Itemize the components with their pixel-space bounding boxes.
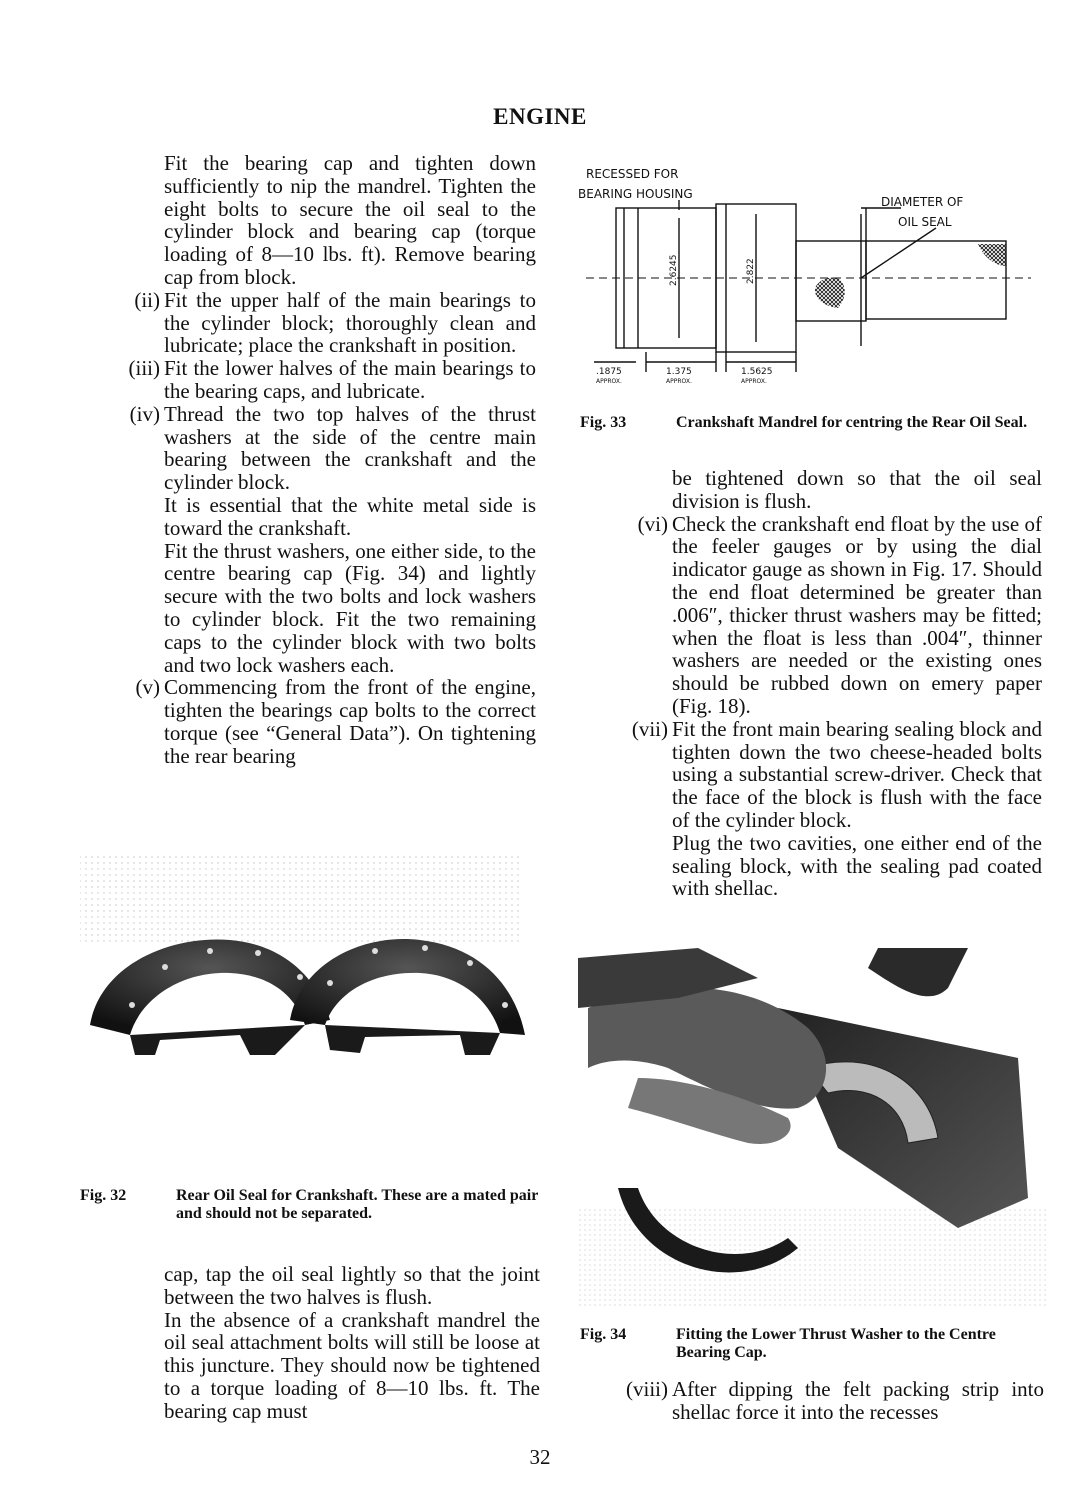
- page-heading: ENGINE: [493, 104, 587, 129]
- length-a-note: APPROX.: [596, 378, 622, 385]
- step-viii: [612, 1378, 1044, 1424]
- fig34-photo: [578, 948, 1048, 1308]
- left-column-continuation: [112, 1263, 540, 1423]
- thrust-washer-fitting-image: [578, 948, 1048, 1308]
- crankshaft-mandrel-drawing: [576, 166, 1046, 386]
- step-number: (ii): [134, 287, 160, 312]
- continuation-paragraph: be tightened down so that the oil seal division is flush.: [672, 466, 1042, 513]
- step-text: After dipping the felt packing strip into shellac force it into the recesses: [672, 1377, 1044, 1424]
- left-column-text: [112, 152, 536, 768]
- step-text: Check the crankshaft end float by the use of the feeler gauges or by using the dial indicator gauge as shown in Fig. 17. Should the end float determined be greater than .006″, thicker thrust washers may be fitted; when the float is less than .004″, thinner washers are needed or the existing ones should be rubbed down on emery paper (Fig. 18).: [672, 511, 1042, 718]
- dimension-a: 2.6245: [669, 254, 679, 286]
- label-diameter-line1: DIAMETER OF: [881, 195, 964, 209]
- oil-seal-halves-image: [60, 855, 540, 1165]
- step-text: Fit the front main bearing sealing block and tighten down the two cheese-headed bolts using a substantial screw-driver. Check that the face of the block is flush with the face of the cylinder block.: [672, 716, 1042, 832]
- fig32-caption: [80, 1187, 544, 1223]
- step-vii: [612, 718, 1042, 900]
- intro-paragraph: Fit the bearing cap and tighten down sufficiently to nip the mandrel. Tighten the eight bolts to secure the oil seal to the cylinder block and bearing cap (torque loading of 8—10 lbs. ft). Remove bearing cap from block.: [164, 151, 536, 289]
- step-v: [112, 676, 536, 767]
- page-number: 32: [529, 1445, 551, 1469]
- figure-label: Fig. 34: [580, 1326, 627, 1343]
- step-text: Fit the thrust washers, one either side, to the centre bearing cap (Fig. 34) and lightly secure with the two bolts and lock washers to cylinder block. Fit the two remaining caps to the cylinder block with two bolts and two lock washers each.: [164, 538, 536, 677]
- step-number: (iv): [129, 401, 160, 426]
- length-a: .1875: [596, 367, 622, 377]
- right-column-bottom: [612, 1378, 1044, 1424]
- step-vi: [612, 513, 1042, 718]
- fig33-diagram: [576, 166, 1046, 386]
- figure-label: Fig. 32: [80, 1187, 127, 1204]
- figure-caption-text: Crankshaft Mandrel for centring the Rear Oil Seal.: [676, 414, 1028, 431]
- step-text: Fit the lower halves of the main bearings to the bearing caps, and lubricate.: [164, 356, 536, 403]
- dimension-b: 2.822: [746, 258, 756, 284]
- step-ii: [112, 289, 536, 357]
- figure-label: Fig. 33: [580, 414, 627, 431]
- length-c-note: APPROX.: [741, 378, 767, 385]
- fig34-caption: [580, 1326, 1042, 1362]
- figure-caption-text: Fitting the Lower Thrust Washer to the Centre Bearing Cap.: [676, 1326, 996, 1361]
- step-text: Plug the two cavities, one either end of the sealing block, with the sealing pad coated with shellac.: [672, 830, 1042, 901]
- step-text: Thread the two top halves of the thrust washers at the side of the centre main bearing between the crankshaft and the cylinder block.: [164, 401, 536, 495]
- fig33-caption: [580, 414, 1042, 432]
- step-number: (vii): [631, 716, 668, 741]
- step-number: (vi): [637, 511, 668, 536]
- length-b: 1.375: [666, 367, 692, 377]
- length-c: 1.5625: [741, 367, 773, 377]
- length-b-note: APPROX.: [666, 378, 692, 385]
- step-iii: [112, 357, 536, 403]
- continuation-paragraph: In the absence of a crankshaft mandrel the oil seal attachment bolts will still be loose at this juncture. They should now be tightened to a torque loading of 8—10 lbs. ft. The bearing cap must: [164, 1307, 540, 1423]
- label-recessed-line2: BEARING HOUSING: [578, 187, 693, 201]
- label-recessed-line1: RECESSED FOR: [586, 167, 679, 181]
- right-column-text: [612, 467, 1042, 900]
- step-number: (v): [135, 675, 160, 700]
- label-diameter-line2: OIL SEAL: [898, 215, 952, 229]
- step-iv: [112, 403, 536, 677]
- step-text: It is essential that the white metal side is toward the crankshaft.: [164, 492, 536, 540]
- figure-caption-text: Rear Oil Seal for Crankshaft. These are a mated pair and should not be separated.: [176, 1187, 539, 1222]
- fig32-photo: [60, 855, 540, 1165]
- step-text: Commencing from the front of the engine, tighten the bearings cap bolts to the correct torque (see “General Data”). On tightening the rear bearing: [164, 675, 536, 768]
- step-text: Fit the upper half of the main bearings to the cylinder block; thoroughly clean and lubricate; place the crankshaft in position.: [164, 287, 536, 358]
- step-number: (viii): [626, 1377, 668, 1401]
- step-number: (iii): [128, 356, 160, 381]
- continuation-paragraph: cap, tap the oil seal lightly so that the joint between the two halves is flush.: [164, 1262, 540, 1309]
